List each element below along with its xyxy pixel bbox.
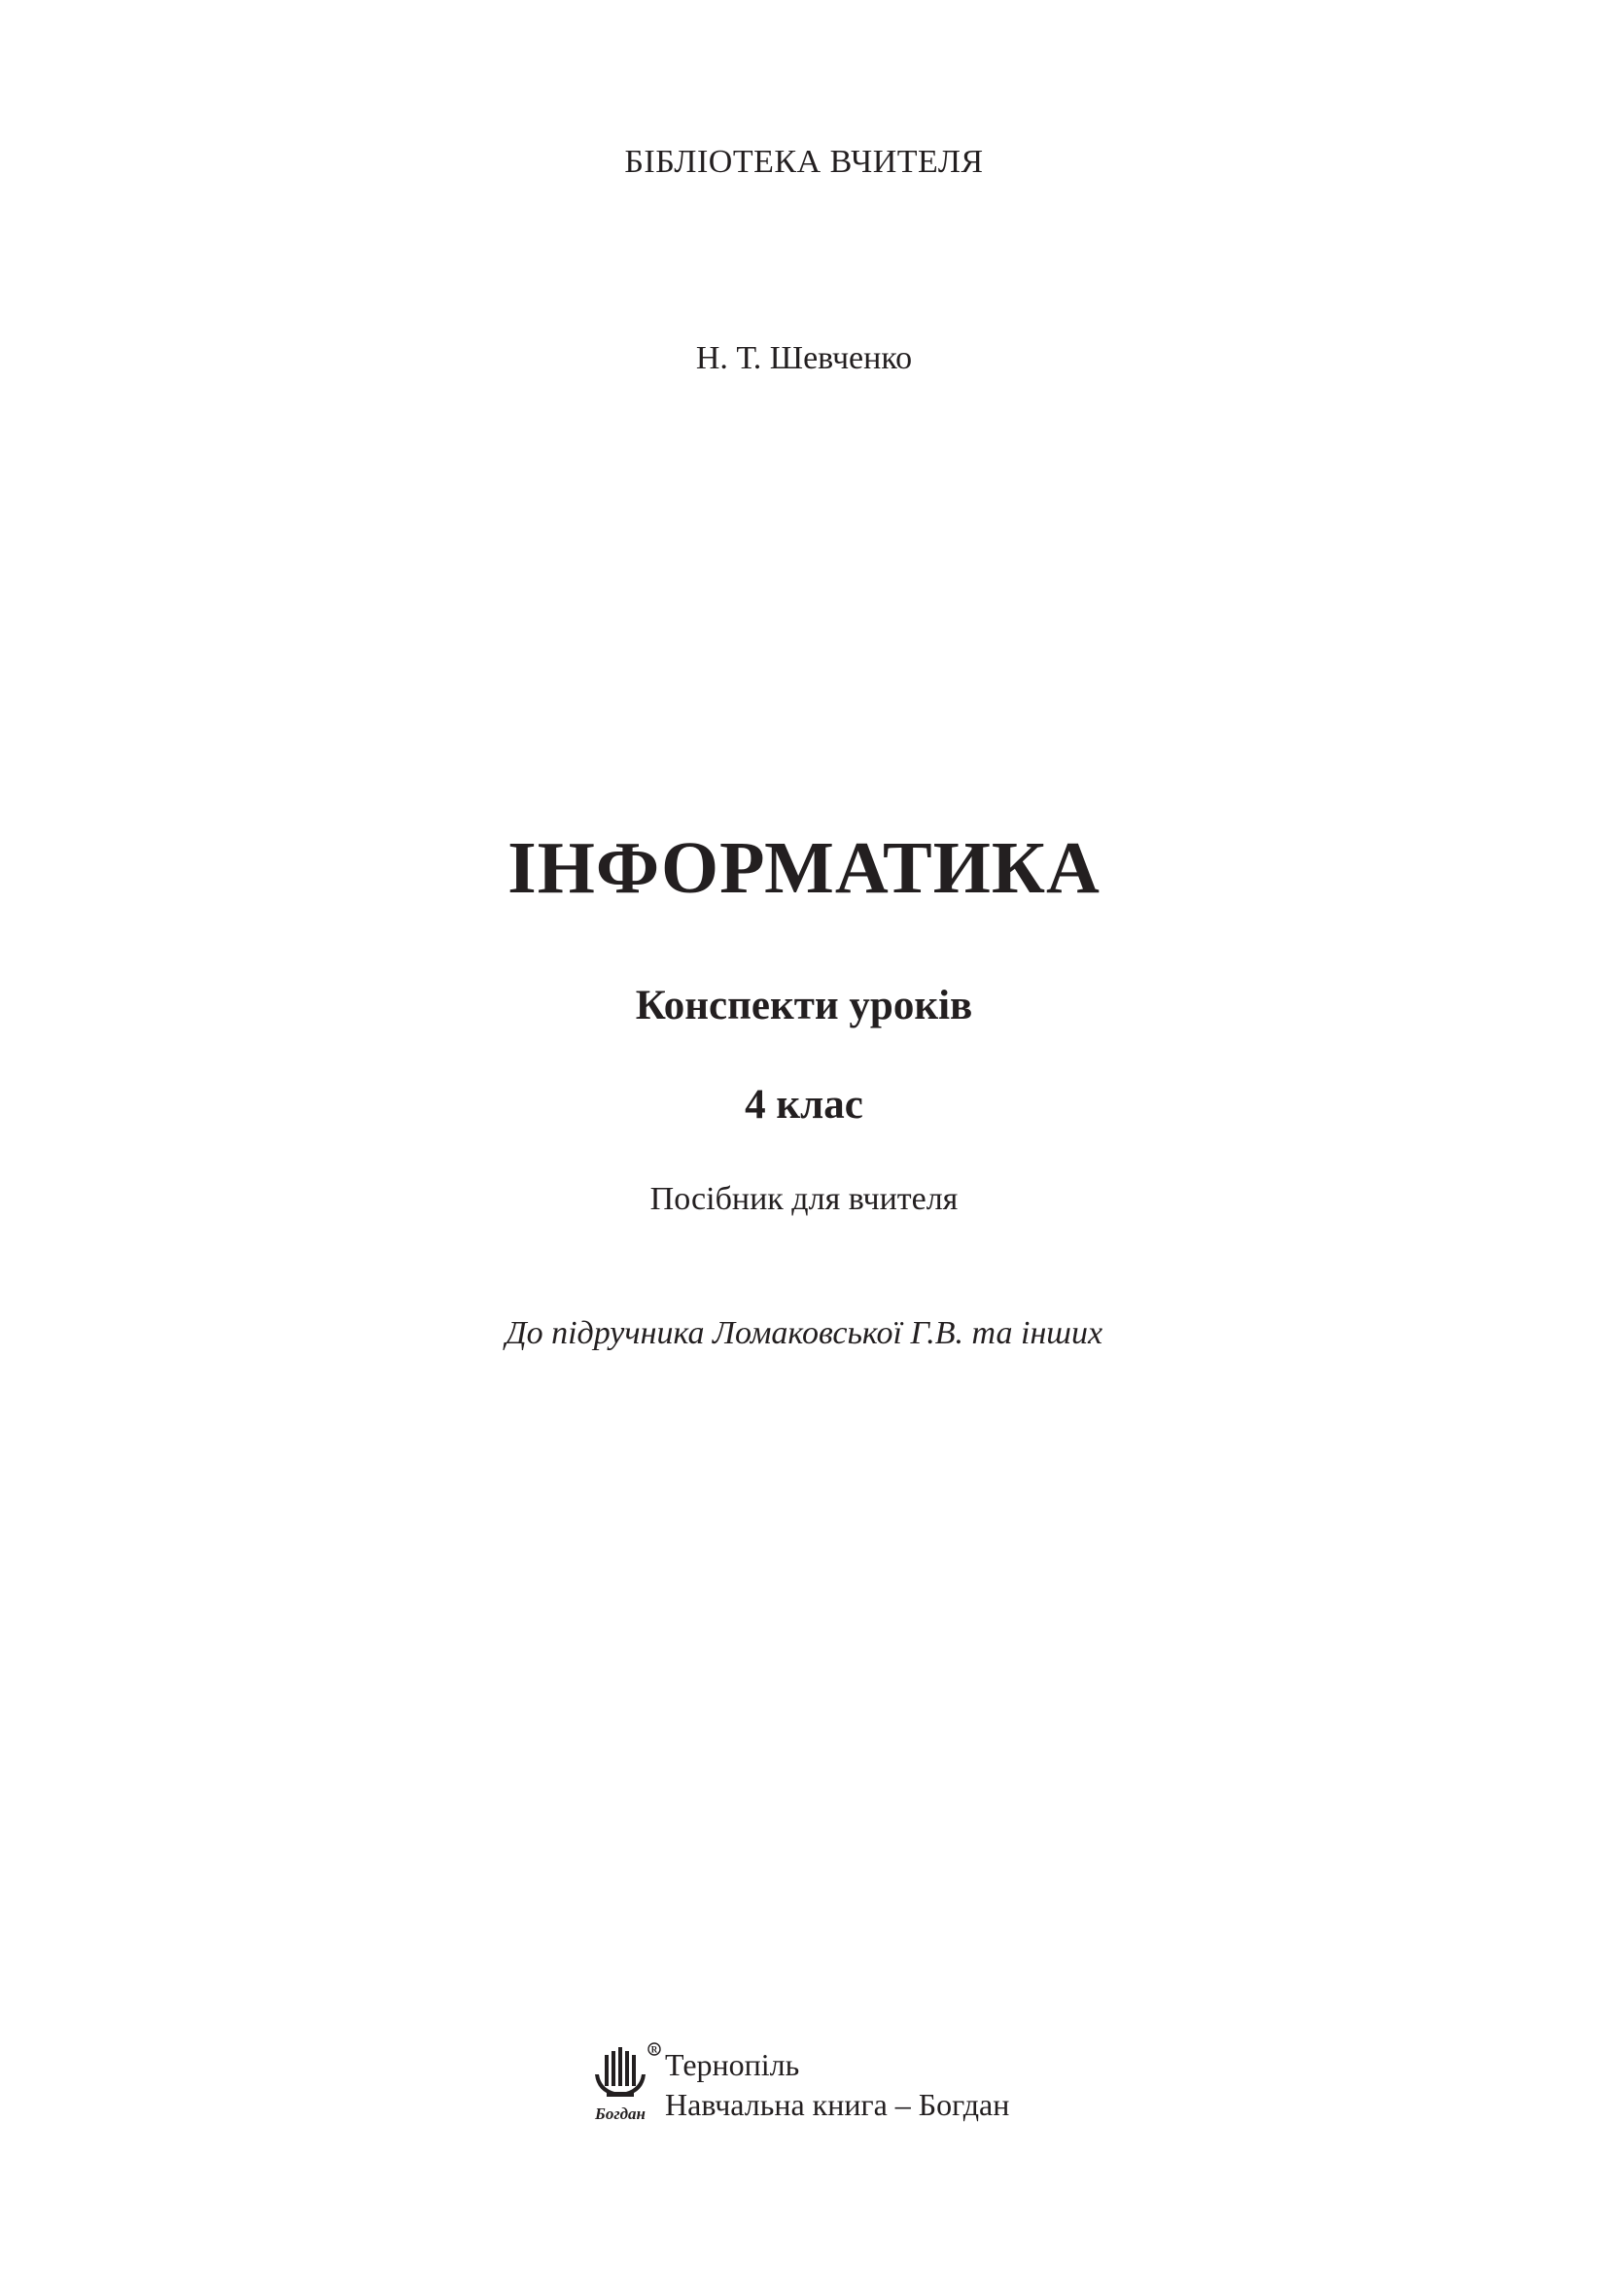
- grade-label: 4 клас: [745, 1082, 863, 1128]
- svg-text:Богдан: Богдан: [595, 2105, 646, 2123]
- book-subtitle: Конспекти уроків: [635, 983, 973, 1028]
- purpose-label: Посібник для вчителя: [649, 1181, 959, 1217]
- publisher-logo-icon: [593, 2041, 663, 2129]
- svg-text:R: R: [650, 2044, 658, 2055]
- book-title: ІНФОРМАТИКА: [507, 827, 1101, 909]
- publisher-city: Тернопіль: [665, 2047, 800, 2082]
- publisher-text: [665, 2045, 1009, 2125]
- publisher-name: Навчальна книга – Богдан: [665, 2087, 1010, 2122]
- textbook-note: До підручника Ломаковської Г.В. та інших: [505, 1315, 1103, 1351]
- author-name: Н. Т. Шевченко: [695, 340, 913, 376]
- series-label: БІБЛІОТЕКА ВЧИТЕЛЯ: [624, 144, 984, 180]
